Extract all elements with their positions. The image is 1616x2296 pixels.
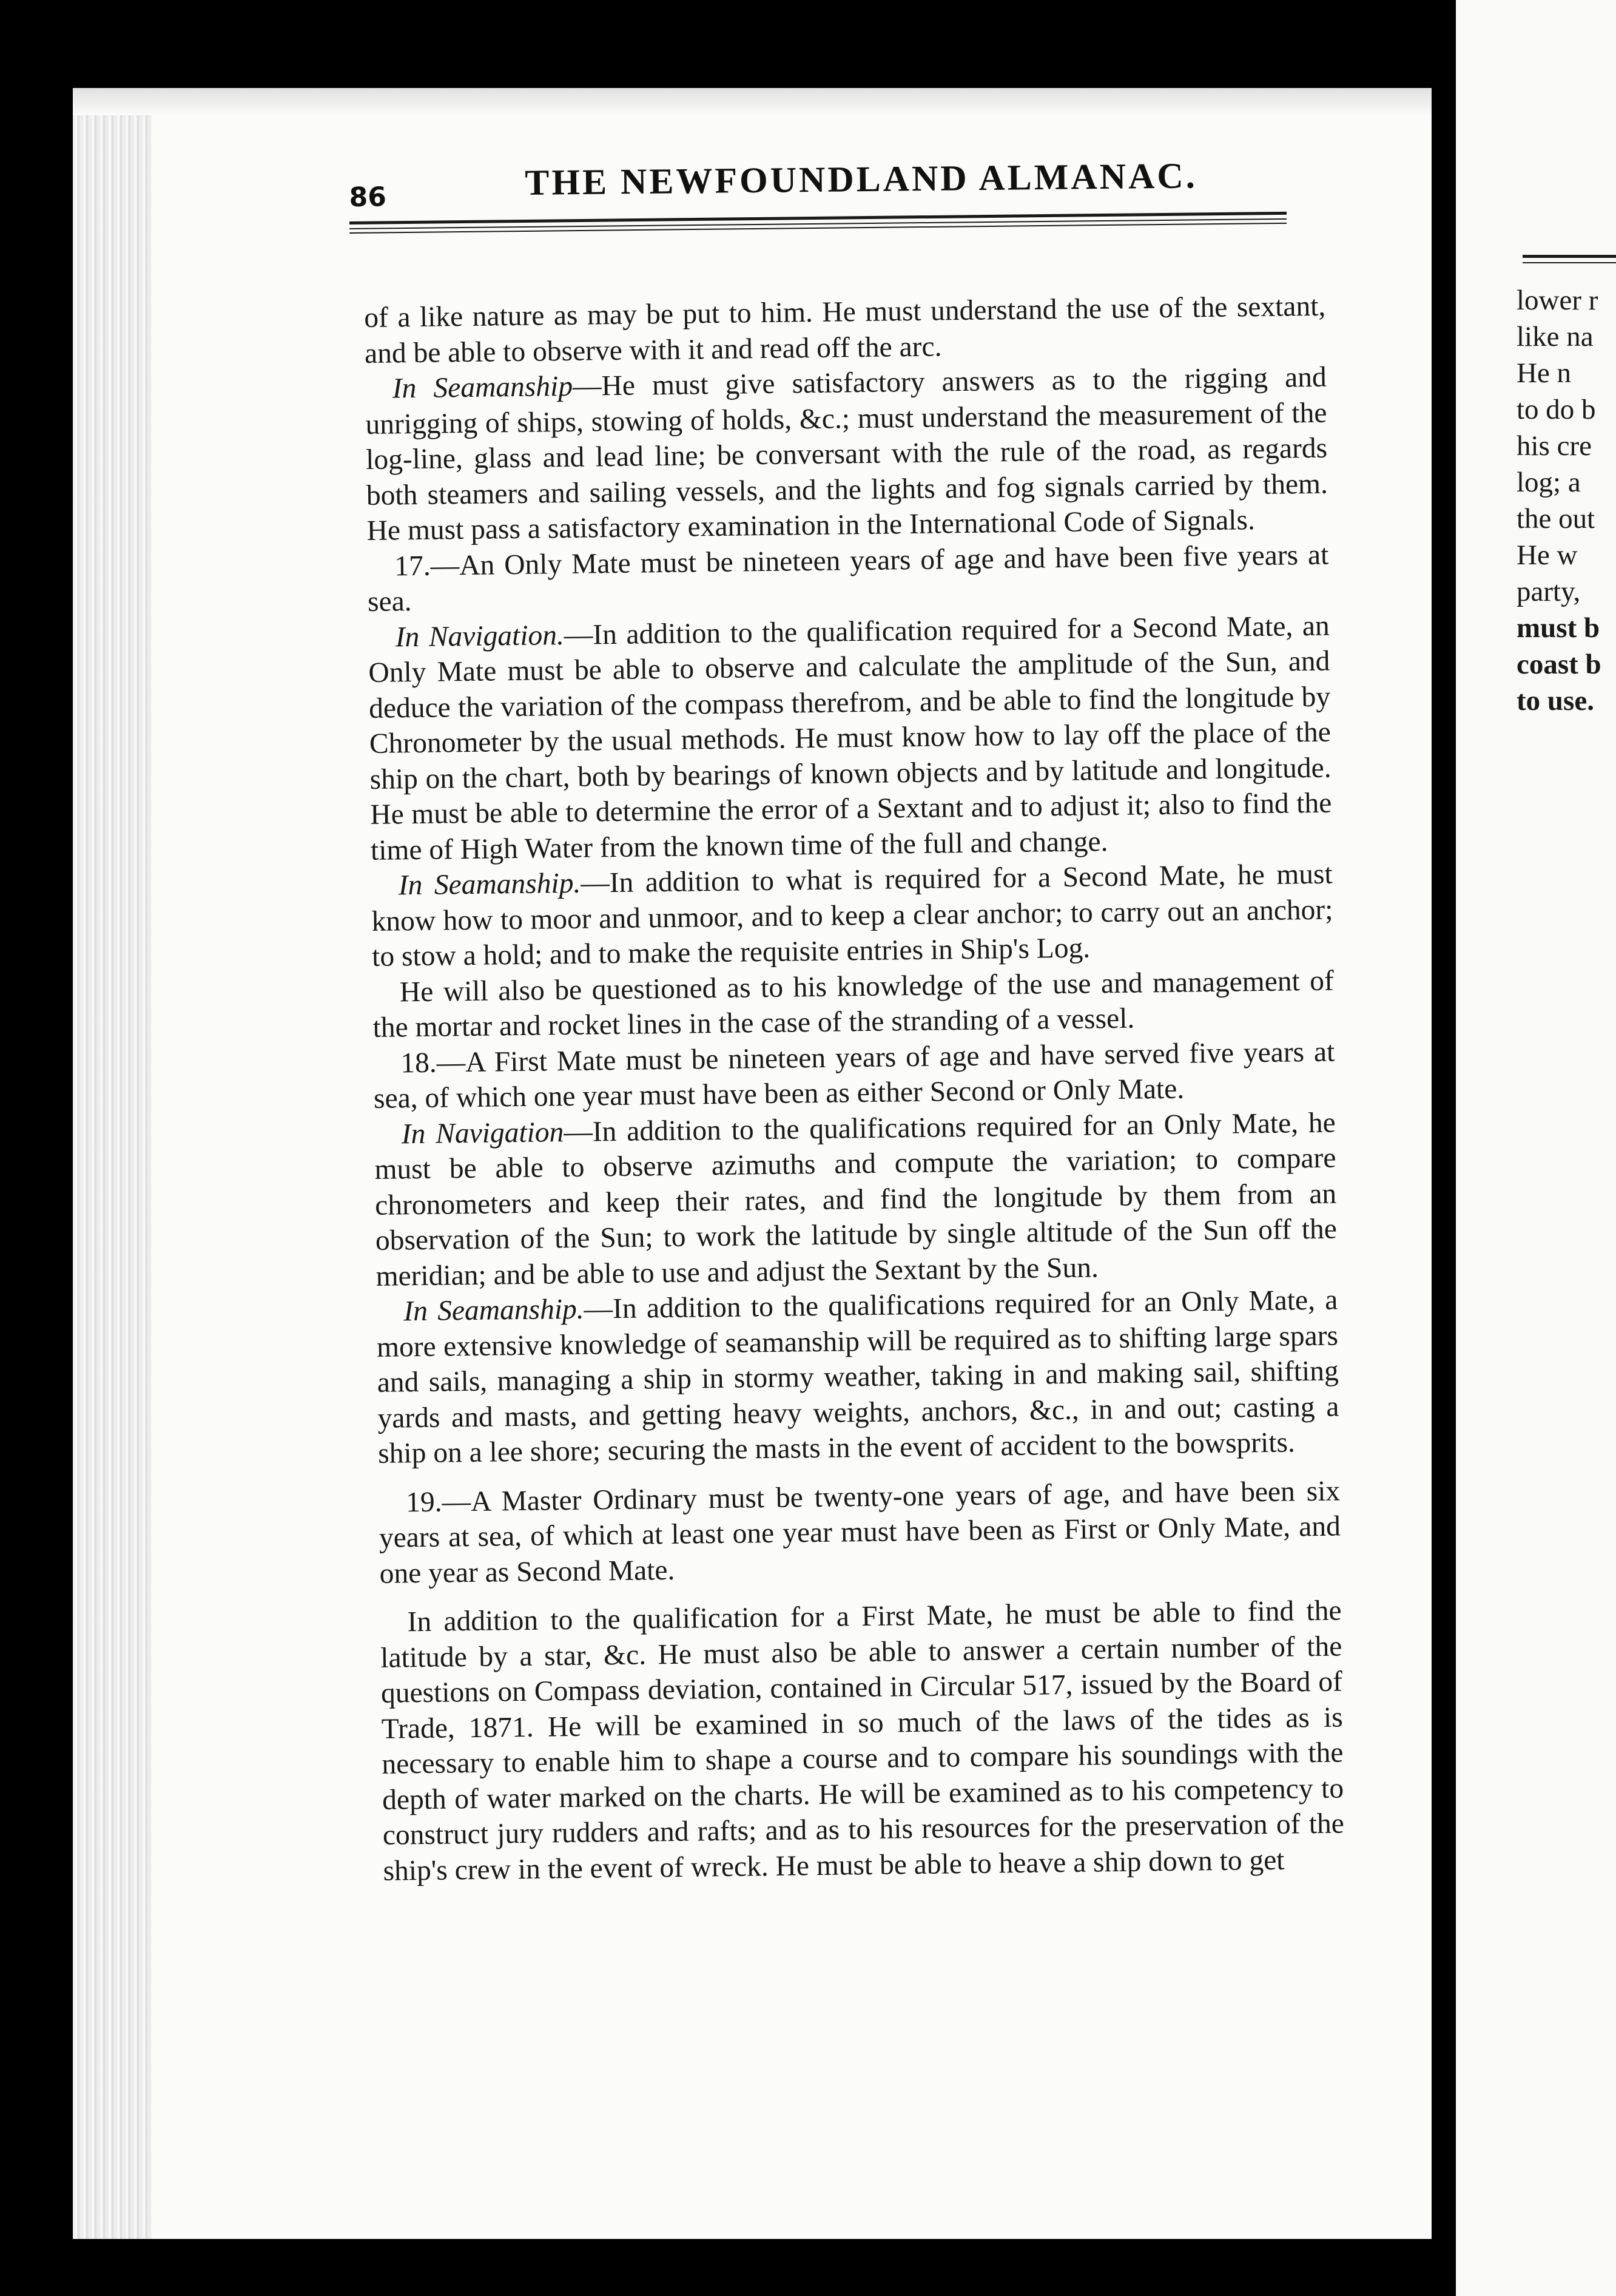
facing-page (1456, 0, 1616, 2296)
section-label: In Navigation (401, 1116, 564, 1150)
page-body (364, 289, 1345, 1889)
page-number: 86 (349, 181, 387, 213)
facing-header-rule (1523, 255, 1616, 258)
facing-line: like na (1517, 321, 1594, 353)
facing-page-text (1517, 282, 1616, 719)
facing-line: coast b (1517, 649, 1601, 680)
section-label: In Seamanship. (398, 867, 581, 902)
paragraph (374, 1105, 1337, 1294)
paragraph-text: —In addition to the qualifications required for an Only Mate, a more extensive knowledge of seamanship will be required as to shifting large spars and sails, managing a ship in stormy weather, taking in and making sail, shifting yards and masts, and getting heavy weights, anchors, &c., in and out; casting a ship on a lee shore; securing the masts in the event of accident to the bowsprits. (376, 1284, 1339, 1470)
facing-line: He n (1517, 357, 1572, 389)
facing-line: log; a (1517, 467, 1581, 498)
scan-border (0, 2239, 1456, 2296)
header-rule-thick (349, 212, 1287, 225)
facing-line: his cre (1517, 430, 1592, 462)
paragraph (376, 1283, 1339, 1472)
paragraph (365, 360, 1328, 549)
paragraph: 17.—An Only Mate must be nineteen years of age and have been five years at sea. (367, 539, 1329, 618)
paragraph-text: —In addition to what is required for a Second Mate, he must know how to moor and unmoor, and to keep a clear anchor; to carry out an anchor; to stow a hold; and to make the requisite entries in Ship's Log. (371, 858, 1333, 973)
section-label: In Seamanship. (403, 1293, 584, 1328)
paragraph: 18.—A First Mate must be nineteen years of age and have served five years at sea, of which one year must have been as either Second or Only Mate. (373, 1036, 1335, 1115)
paragraph: He will also be questioned as to his knowledge of the use and management of the mortar and rocket lines in the case of the stranding of a vessel. (372, 965, 1335, 1044)
book-gutter (1432, 88, 1456, 2239)
running-header (349, 153, 1381, 243)
facing-line: must b (1517, 612, 1600, 644)
paragraph-text: —He must give satisfactory answers as to the rigging and unrigging of ships, stowing of holds, &c.; must understand the measurement of the log-line, glass and lead line; be conversant with the rule of the road, as regards both steamers and sailing vessels, and the lights and fog signals carried by them. He must pass a satisfactory examination in the International Code of Signals. (365, 361, 1328, 547)
running-title: THE NEWFOUNDLAND ALMANAC. (524, 155, 1197, 203)
facing-line: the out (1517, 503, 1595, 535)
facing-line: to use. (1517, 685, 1594, 717)
page-top-shading (73, 88, 1432, 115)
paragraph-text: —In addition to the qualification required for a Second Mate, an Only Mate must be able to observe and calculate the amplitude of the Sun, and deduce the variation of the compass therefrom, and be able to find the longitude by Chronometer by the usual methods. He must know how to lay off the place of the ship on the chart, both by bearings of known objects and by latitude and longitude. He must be able to determine the error of a Sextant and to adjust it; also to find the time of High Water from the known time of the full and change. (368, 610, 1332, 866)
paragraph: 19.—A Master Ordinary must be twenty-one years of age, and have been six years at sea, of which at least one year must have been as First or Only Mate, and one year as Second Mate. (379, 1474, 1341, 1590)
facing-line: to do b (1517, 394, 1596, 425)
section-label: In Navigation. (395, 619, 565, 653)
paragraph (371, 857, 1333, 975)
facing-line: lower r (1517, 285, 1598, 316)
facing-header-rule-thin (1523, 262, 1616, 263)
section-label: In Seamanship (392, 370, 573, 405)
facing-line: He w (1517, 539, 1578, 571)
paragraph: of a like nature as may be put to him. He must understand the use of the sextant, and be able to observe with it and read off the arc. (364, 290, 1326, 370)
paragraph (368, 608, 1332, 868)
paragraph-text: —In addition to the qualifications required for an Only Mate, he must be able to observe azimuths and compute the variation; to compare chronometers and keep their rates, and find the longitude by them from an observation of the Sun; to work the latitude by single altitude of the Sun off the meridian; and be able to use and adjust the Sextant by the Sun. (374, 1107, 1338, 1292)
page-edge-shading (73, 88, 152, 2239)
facing-line: party, (1517, 576, 1581, 607)
paragraph: In addition to the qualification for a First Mate, he must be able to find the latitude by a star, &c. He must also be able to answer a certain number of the questions on Compass deviation, contained in Circular 517, issued by the Board of Trade, 1871. He will be examined in so much of the laws of the tides as is necessary to enable him to shape a course and to compare his soundings with the depth of water marked on the charts. He will be examined as to his competency to construct jury rudders and rafts; and as to his resources for the preservation of the ship's crew in the event of wreck. He must be able to heave a ship down to get (380, 1595, 1345, 1887)
